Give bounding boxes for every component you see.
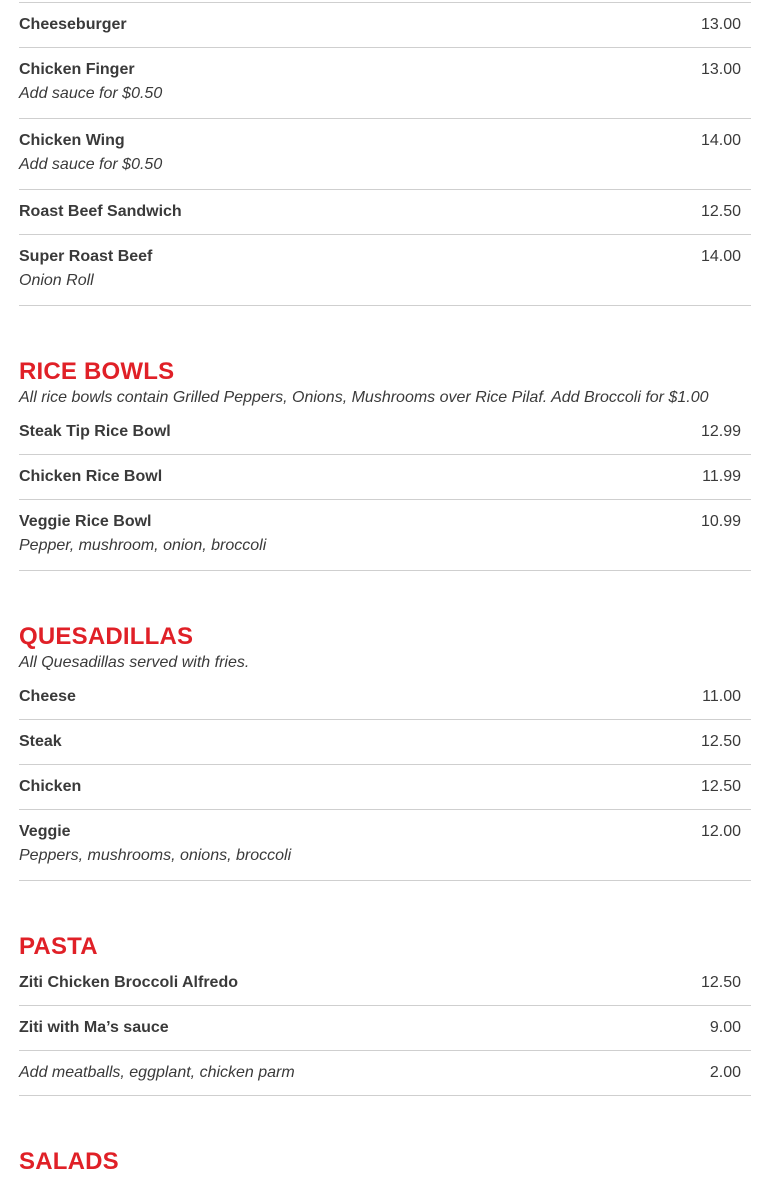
item-name: Chicken Wing — [19, 132, 125, 149]
menu-item-chicken-quesadilla — [19, 765, 751, 810]
item-price: 2.00 — [709, 1064, 741, 1081]
section-pasta — [19, 933, 751, 1096]
item-description: Peppers, mushrooms, onions, broccoli — [19, 847, 292, 864]
item-price: 12.50 — [700, 974, 741, 991]
menu-item-super-roast-beef — [19, 235, 751, 306]
menu-item-ziti-with-mas-sauce — [19, 1006, 751, 1051]
menu-item-veggie-quesadilla — [19, 810, 751, 881]
item-name: Chicken Rice Bowl — [19, 468, 163, 485]
section-quesadillas — [19, 623, 751, 881]
item-price: 12.50 — [700, 203, 741, 220]
section-description: All rice bowls contain Grilled Peppers, Onions, Mushrooms over Rice Pilaf. Add Broccoli for $1.00 — [19, 389, 709, 406]
item-price: 14.00 — [700, 132, 741, 149]
item-price: 10.99 — [700, 513, 741, 530]
menu-item-ziti-chicken-broccoli-alfredo — [19, 965, 751, 1006]
item-price: 14.00 — [700, 248, 741, 265]
item-name: Cheese — [19, 688, 76, 705]
menu-item-roast-beef-sandwich — [19, 190, 751, 235]
section-title: RICE BOWLS — [19, 358, 175, 385]
menu-item-veggie-rice-bowl — [19, 500, 751, 571]
item-name: Ziti with Ma’s sauce — [19, 1019, 169, 1036]
item-name: Steak Tip Rice Bowl — [19, 423, 171, 440]
menu-item-steak-quesadilla — [19, 720, 751, 765]
item-description: Add sauce for $0.50 — [19, 85, 163, 102]
menu-item-cheeseburger — [19, 3, 751, 48]
item-price: 13.00 — [700, 61, 741, 78]
item-name: Chicken Finger — [19, 61, 135, 78]
menu-item-pasta-add-on — [19, 1051, 751, 1096]
menu-item-chicken-finger — [19, 48, 751, 119]
item-description: Onion Roll — [19, 272, 94, 289]
menu-item-chicken-wing — [19, 119, 751, 190]
section-title: PASTA — [19, 933, 98, 960]
menu-item-steak-tip-rice-bowl — [19, 414, 751, 455]
item-name: Super Roast Beef — [19, 248, 153, 265]
item-name: Cheeseburger — [19, 16, 127, 33]
item-price: 12.50 — [700, 733, 741, 750]
section-title: SALADS — [19, 1148, 119, 1175]
item-description: Add sauce for $0.50 — [19, 156, 163, 173]
item-name: Steak — [19, 733, 62, 750]
menu-item-chicken-rice-bowl — [19, 455, 751, 500]
item-price: 13.00 — [700, 16, 741, 33]
section-salads — [19, 1148, 751, 1176]
item-description: Pepper, mushroom, onion, broccoli — [19, 537, 267, 554]
item-name: Roast Beef Sandwich — [19, 203, 182, 220]
item-name: Ziti Chicken Broccoli Alfredo — [19, 974, 238, 991]
item-price: 12.99 — [700, 423, 741, 440]
item-name: Veggie — [19, 823, 71, 840]
item-name: Chicken — [19, 778, 82, 795]
item-price: 11.00 — [702, 688, 741, 705]
item-description: Add meatballs, eggplant, chicken parm — [19, 1064, 295, 1081]
menu-item-cheese-quesadilla — [19, 679, 751, 720]
section-description: All Quesadillas served with fries. — [19, 654, 250, 671]
item-name: Veggie Rice Bowl — [19, 513, 152, 530]
section-rice-bowls — [19, 358, 751, 571]
menu-page — [19, 0, 751, 1176]
item-price: 12.50 — [700, 778, 741, 795]
section-title: QUESADILLAS — [19, 623, 194, 650]
item-price: 11.99 — [702, 468, 741, 485]
item-price: 9.00 — [709, 1019, 741, 1036]
item-price: 12.00 — [700, 823, 741, 840]
